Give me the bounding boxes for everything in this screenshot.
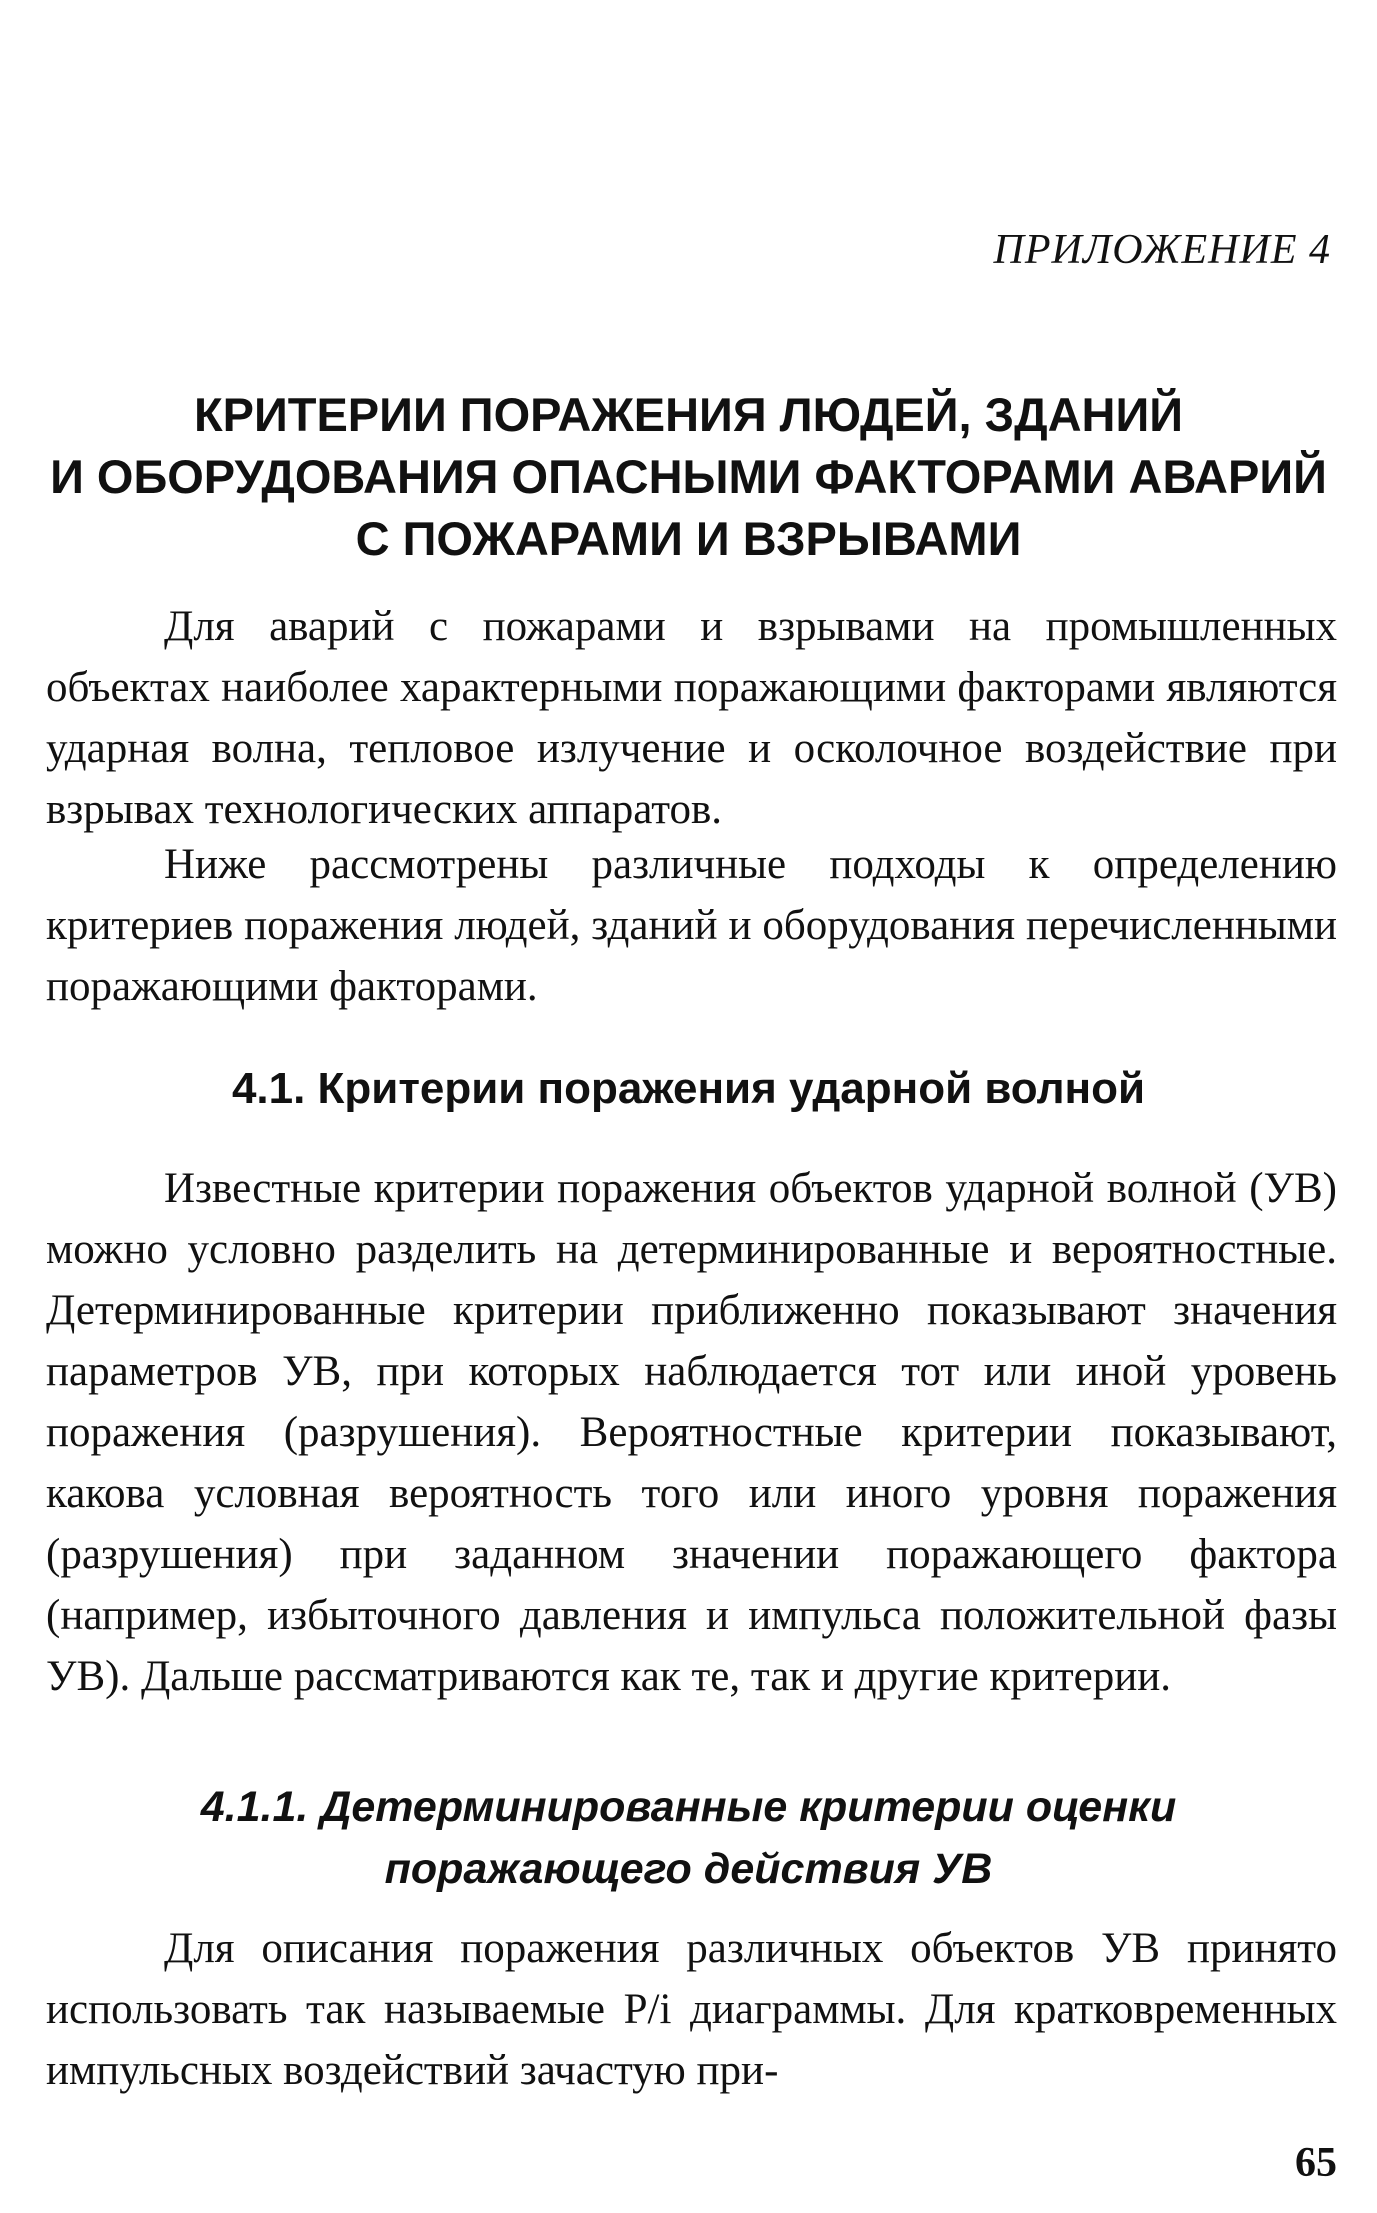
subsection-title-line-2: поражающего действия УВ: [384, 1845, 993, 1893]
appendix-label: ПРИЛОЖЕНИЕ 4: [993, 227, 1331, 273]
page-number: 65: [1295, 2140, 1337, 2186]
subsection-title: [40, 1776, 1337, 1900]
intro-paragraph-1: Для аварий с пожарами и взрывами на промышленных объектах наиболее характерными поражающими факторами являются ударная волна, тепловое излучение и осколочное воздействие при взрывах технологических аппаратов.: [46, 603, 1337, 833]
main-title-line-3: С ПОЖАРАМИ И ВЗРЫВАМИ: [355, 512, 1022, 565]
subsection-title-line-1: 4.1.1. Детерминированные критерии оценки: [200, 1783, 1177, 1831]
intro-paragraph-2: Ниже рассмотрены различные подходы к определению критериев поражения людей, зданий и оборудования перечисленными поражающими факторами.: [46, 841, 1337, 1010]
section-title: 4.1. Критерии поражения ударной волной: [231, 1064, 1146, 1113]
section-paragraph: Известные критерии поражения объектов ударной волной (УВ) можно условно разделить на детерминированные и вероятностные. Детерминированные критерии приближенно показывают значения параметров УВ, при которых наблюдается тот или иной уровень поражения (разрушения). Вероятностные критерии показывают, какова условная вероятность того или иного уровня поражения (разрушения) при заданном значении поражающего фактора (например, избыточного давления и импульса положительной фазы УВ). Дальше рассматриваются как те, так и другие критерии.: [46, 1165, 1337, 1700]
main-title: [40, 384, 1337, 570]
main-title-line-2: И ОБОРУДОВАНИЯ ОПАСНЫМИ ФАКТОРАМИ АВАРИЙ: [50, 450, 1327, 503]
main-title-line-1: КРИТЕРИИ ПОРАЖЕНИЯ ЛЮДЕЙ, ЗДАНИЙ: [193, 388, 1184, 441]
subsection-paragraph: Для описания поражения различных объектов УВ принято использовать так называемые P/i диаграммы. Для кратковременных импульсных воздействий зачастую при-: [46, 1925, 1337, 2094]
